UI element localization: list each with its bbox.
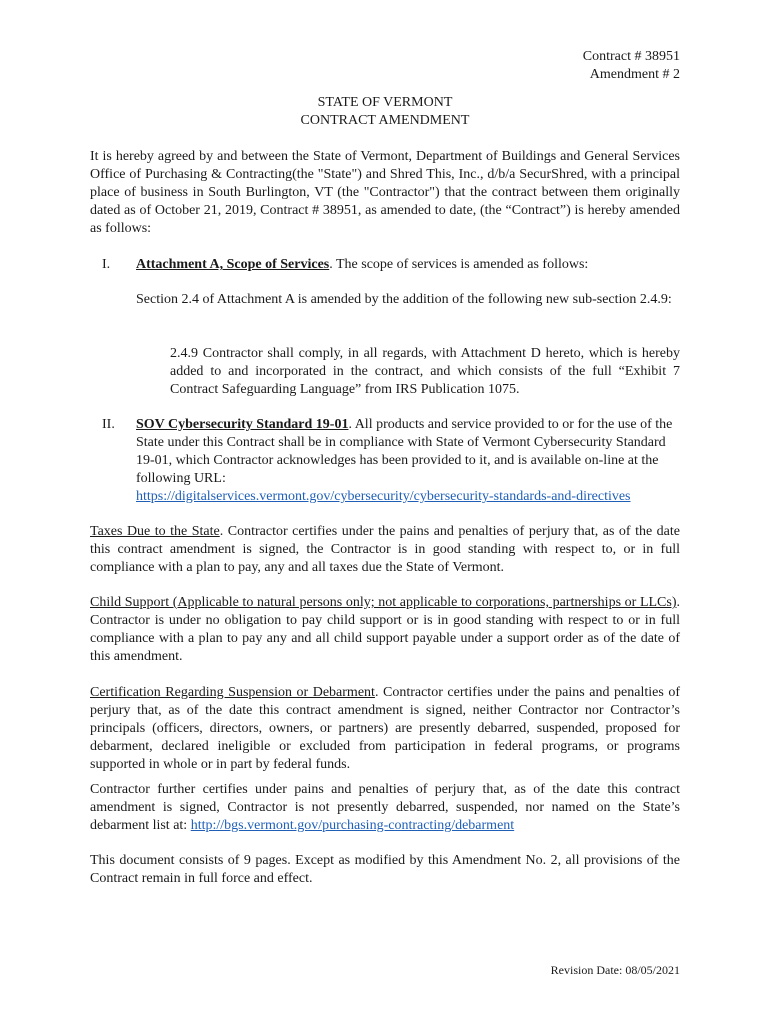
child-support-paragraph <box>90 594 680 666</box>
cybersecurity-standards-link[interactable]: https://digitalservices.vermont.gov/cybersecurity/cybersecurity-standards-and-directives <box>136 489 631 504</box>
child-support-heading: Child Support (Applicable to natural persons only; not applicable to corporations, partnerships or LLCs) <box>90 595 677 610</box>
child-support-body: . Contractor is under no obligation to pay child support or is in good standing with respect to or in full compliance with a plan to pay any and all child support payable under a support order as of the date of this amendment. <box>90 595 680 664</box>
section-1-heading-tail: . The scope of services is amended as follows: <box>329 257 589 272</box>
taxes-heading: Taxes Due to the State <box>90 524 220 539</box>
section-1-subsection-2-4-9: 2.4.9 Contractor shall comply, in all regards, with Attachment D hereto, which is hereby added to and incorporated in the contract, and which consists of the full “Exhibit 7 Contract Safeguarding Language” from IRS Publication 1075. <box>170 346 680 397</box>
debarment-paragraph <box>90 684 680 774</box>
section-1-heading-line <box>136 256 680 274</box>
debarment-further-text: Contractor further certifies under pains and penalties of perjury that, as of the date this contract amendment is signed, Contractor is not presently debarred, suspended, nor named on the State’s debarment list at: <box>90 782 680 833</box>
debarment-list-link[interactable]: http://bgs.vermont.gov/purchasing-contracting/debarment <box>190 818 515 833</box>
debarment-heading: Certification Regarding Suspension or Debarment <box>90 685 375 700</box>
taxes-body: . Contractor certifies under the pains and penalties of perjury that, as of the date this contract amendment is signed, the Contractor is in good standing with respect to, or in full compliance with a plan to pay, any and all taxes due the State of Vermont. <box>90 524 680 575</box>
title-amendment: CONTRACT AMENDMENT <box>300 113 470 128</box>
section-1-heading: Attachment A, Scope of Services <box>136 257 330 272</box>
section-2-body: . All products and service provided to or for the use of the State under this Contract shall be in compliance with State of Vermont Cybersecurity Standard 19-01, which Contractor acknowledges has been provided to it, and is available on-line at the following URL: <box>136 417 673 486</box>
closing-paragraph: This document consists of 9 pages. Except as modified by this Amendment No. 2, all provisions of the Contract remain in full force and effect. <box>90 853 680 886</box>
contract-number: Contract # 38951 <box>582 49 680 64</box>
taxes-paragraph <box>90 523 680 577</box>
document-page <box>90 0 680 1024</box>
contract-header <box>583 48 680 84</box>
section-2-heading: SOV Cybersecurity Standard 19-01 <box>136 417 349 432</box>
section-1-number: I. <box>102 257 111 272</box>
section-2-paragraph <box>136 416 680 506</box>
intro-paragraph: It is hereby agreed by and between the State of Vermont, Department of Buildings and General Services Office of Purchasing & Contracting(the "State") and Shred This, Inc., d/b/a SecurShred, with a principal place of business in South Burlington, VT (the "Contractor") that the contract between them originally dated as of October 21, 2019, Contract # 38951, as amended to date, (the “Contract”) is hereby amended as follows: <box>90 149 680 236</box>
revision-date: Revision Date: 08/05/2021 <box>550 963 680 977</box>
debarment-further-paragraph <box>90 781 680 835</box>
title-state: STATE OF VERMONT <box>317 95 453 110</box>
amendment-number: Amendment # 2 <box>589 67 680 82</box>
document-title <box>90 94 680 130</box>
debarment-body: . Contractor certifies under the pains and penalties of perjury that, as of the date this contract amendment is signed, neither Contractor nor Contractor’s principals (officers, directors, owners, or partners) are presently debarred, suspended, proposed for debarment, declared ineligible or excluded from participation in federal programs, or programs supported in whole or in part by federal funds. <box>90 685 680 772</box>
section-2-number: II. <box>102 417 115 432</box>
section-1-subsection-intro: Section 2.4 of Attachment A is amended by the addition of the following new sub-section 2.4.9: <box>136 292 672 307</box>
